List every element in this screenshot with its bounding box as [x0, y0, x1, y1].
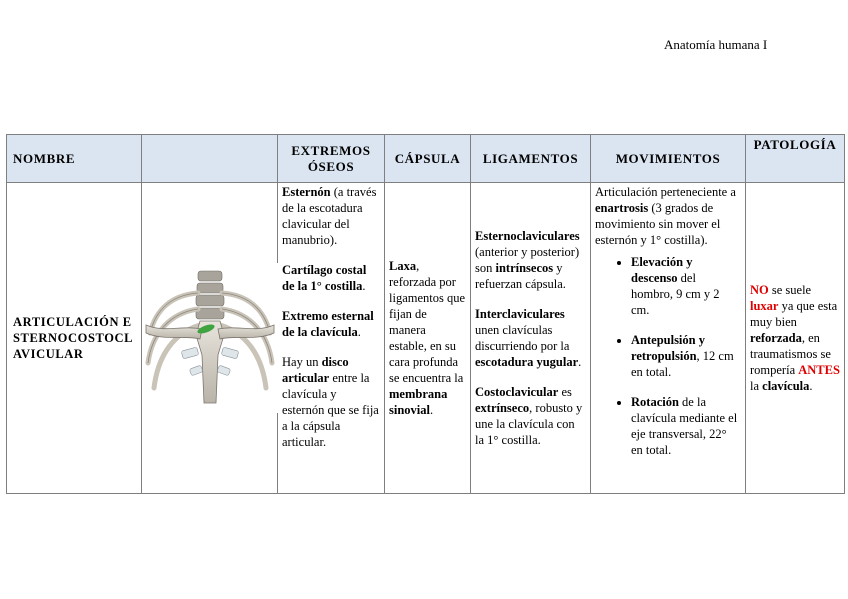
anatomy-table — [6, 134, 845, 494]
header-row — [7, 135, 845, 183]
cell-extremos: Esternón (a través de la escotadura clavicular del manubrio). Cartílago costal de la 1° costilla. Extremo esternal de la clavícula. Hay un disco articular entre la clavícula y esternón que se fija a la cápsula articular. — [278, 183, 385, 494]
cell-patologia: NO se suele luxar ya que esta muy bien reforzada, en traumatismos se rompería ANTES la clavícula. — [746, 183, 845, 494]
cell-capsula: Laxa, reforzada por ligamentos que fijan de manera estable, en su cara profunda se encuentra la membrana sinovial. — [385, 183, 471, 494]
header-ligamentos: LIGAMENTOS — [471, 135, 591, 183]
list-item: • Elevación y descenso del hombro, 9 cm y 2 cm. — [631, 254, 741, 318]
header-nombre: NOMBRE — [7, 135, 142, 183]
page-header: Anatomía humana I — [664, 37, 768, 52]
list-item: • Antepulsión y retropulsión, 12 cm en total. — [631, 332, 741, 380]
table-row — [7, 183, 845, 494]
cell-nombre: ARTICULACIÓN ESTERNOCOSTOCLAVICULAR — [7, 183, 142, 494]
cell-movimientos: Articulación perteneciente a enartrosis (3 grados de movimiento sin mover el esternón y 1° costilla). • Elevación y descenso del hombro, 9 cm y 2 cm. • Antepulsión y retropulsión, 12 cm en total. • Rotación de la clavícula mediante el eje transversal, 22° en total. — [591, 183, 746, 494]
cell-image — [142, 183, 278, 494]
cell-ligamentos: Esternoclaviculares (anterior y posterior) son intrínsecos y refuerzan cápsula. Interclaviculares unen clavículas discurriendo por la escotadura yugular. Costoclavicular es extrínseco, robusto y une la clavícula con la 1° costilla. — [471, 183, 591, 494]
header-capsula: CÁPSULA — [385, 135, 471, 183]
sternoclavicular-joint-image — [142, 263, 278, 413]
header-image — [142, 135, 278, 183]
header-movimientos: MOVIMIENTOS — [591, 135, 746, 183]
header-patologia: PATOLOGÍA — [746, 135, 845, 183]
header-extremos: EXTREMOS ÓSEOS — [278, 135, 385, 183]
list-item: • Rotación de la clavícula mediante el eje transversal, 22° en total. — [631, 394, 741, 458]
